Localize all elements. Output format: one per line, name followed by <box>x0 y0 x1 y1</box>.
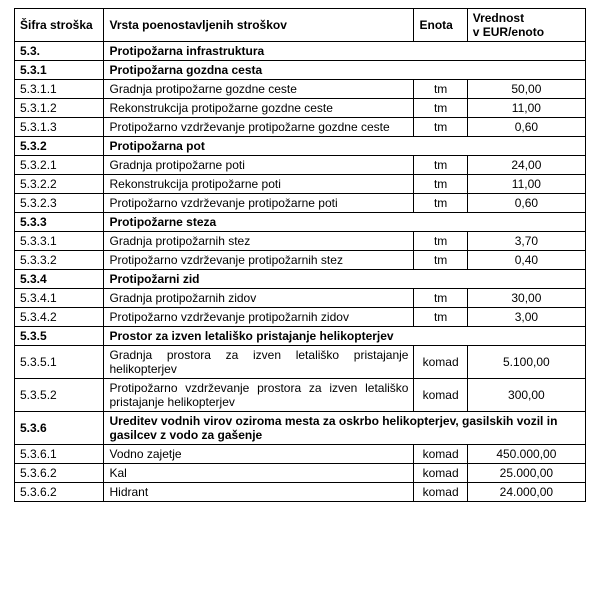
table-row <box>15 346 586 379</box>
table-row <box>15 445 586 464</box>
table-row <box>15 251 586 270</box>
table-row <box>15 232 586 251</box>
section-code: 5.3.5 <box>15 327 104 346</box>
row-value: 3,00 <box>467 308 585 327</box>
row-unit: komad <box>414 483 467 502</box>
row-description: Hidrant <box>104 483 414 502</box>
header-value <box>467 9 585 42</box>
section-row <box>15 270 586 289</box>
row-unit: komad <box>414 379 467 412</box>
row-value: 24.000,00 <box>467 483 585 502</box>
row-unit: komad <box>414 464 467 483</box>
row-value: 50,00 <box>467 80 585 99</box>
table-body <box>15 42 586 502</box>
row-value: 11,00 <box>467 99 585 118</box>
table-row <box>15 80 586 99</box>
row-description: Protipožarno vzdrževanje protipožarnih stez <box>104 251 414 270</box>
table-row <box>15 118 586 137</box>
row-value: 24,00 <box>467 156 585 175</box>
section-title: Prostor za izven letališko pristajanje helikopterjev <box>104 327 586 346</box>
table-header-row <box>15 9 586 42</box>
row-description: Protipožarno vzdrževanje protipožarnih zidov <box>104 308 414 327</box>
row-description: Gradnja protipožarne poti <box>104 156 414 175</box>
section-code: 5.3.3 <box>15 213 104 232</box>
header-description: Vrsta poenostavljenih stroškov <box>104 9 414 42</box>
row-value: 450.000,00 <box>467 445 585 464</box>
row-code: 5.3.2.3 <box>15 194 104 213</box>
row-description: Rekonstrukcija protipožarne poti <box>104 175 414 194</box>
section-title: Protipožarna infrastruktura <box>104 42 586 61</box>
row-description: Protipožarno vzdrževanje protipožarne gozdne ceste <box>104 118 414 137</box>
table-row <box>15 194 586 213</box>
header-value-line2: v EUR/enoto <box>472 25 545 39</box>
row-code: 5.3.6.2 <box>15 464 104 483</box>
section-code: 5.3.4 <box>15 270 104 289</box>
row-code: 5.3.2.1 <box>15 156 104 175</box>
row-code: 5.3.1.2 <box>15 99 104 118</box>
row-code: 5.3.5.2 <box>15 379 104 412</box>
section-row <box>15 412 586 445</box>
row-description: Vodno zajetje <box>104 445 414 464</box>
section-row <box>15 61 586 80</box>
row-code: 5.3.4.1 <box>15 289 104 308</box>
row-description: Protipožarno vzdrževanje protipožarne poti <box>104 194 414 213</box>
table-row <box>15 464 586 483</box>
row-code: 5.3.1.1 <box>15 80 104 99</box>
section-title: Protipožarni zid <box>104 270 586 289</box>
row-unit: komad <box>414 445 467 464</box>
row-unit: tm <box>414 251 467 270</box>
section-title: Protipožarna pot <box>104 137 586 156</box>
row-value: 5.100,00 <box>467 346 585 379</box>
row-description: Gradnja protipožarnih stez <box>104 232 414 251</box>
section-title: Protipožarne steza <box>104 213 586 232</box>
section-code: 5.3.6 <box>15 412 104 445</box>
header-value-line1: Vrednost <box>472 11 525 25</box>
row-description: Gradnja protipožarne gozdne ceste <box>104 80 414 99</box>
row-unit: tm <box>414 99 467 118</box>
row-code: 5.3.6.1 <box>15 445 104 464</box>
row-code: 5.3.3.1 <box>15 232 104 251</box>
row-description: Protipožarno vzdrževanje prostora za izven letališko pristajanje helikopterjev <box>104 379 414 412</box>
table-row <box>15 156 586 175</box>
table-row <box>15 99 586 118</box>
row-code: 5.3.2.2 <box>15 175 104 194</box>
row-value: 3,70 <box>467 232 585 251</box>
row-value: 25.000,00 <box>467 464 585 483</box>
row-value: 300,00 <box>467 379 585 412</box>
row-unit: tm <box>414 118 467 137</box>
section-code: 5.3. <box>15 42 104 61</box>
row-value: 0,60 <box>467 194 585 213</box>
table-row <box>15 175 586 194</box>
row-unit: tm <box>414 194 467 213</box>
row-description: Gradnja prostora za izven letališko pristajanje helikopterjev <box>104 346 414 379</box>
row-value: 0,40 <box>467 251 585 270</box>
header-unit: Enota <box>414 9 467 42</box>
row-code: 5.3.6.2 <box>15 483 104 502</box>
row-code: 5.3.1.3 <box>15 118 104 137</box>
row-unit: tm <box>414 308 467 327</box>
table-row <box>15 289 586 308</box>
row-code: 5.3.3.2 <box>15 251 104 270</box>
row-unit: tm <box>414 80 467 99</box>
row-unit: tm <box>414 156 467 175</box>
section-title: Ureditev vodnih virov oziroma mesta za oskrbo helikopterjev, gasilskih vozil in gasilcev z vodo za gašenje <box>104 412 586 445</box>
row-unit: komad <box>414 346 467 379</box>
section-title: Protipožarna gozdna cesta <box>104 61 586 80</box>
section-row <box>15 213 586 232</box>
cost-table <box>14 8 586 502</box>
section-row <box>15 137 586 156</box>
table-row <box>15 308 586 327</box>
row-value: 0,60 <box>467 118 585 137</box>
row-description: Gradnja protipožarnih zidov <box>104 289 414 308</box>
row-code: 5.3.5.1 <box>15 346 104 379</box>
header-code: Šifra stroška <box>15 9 104 42</box>
row-description: Rekonstrukcija protipožarne gozdne ceste <box>104 99 414 118</box>
section-row <box>15 42 586 61</box>
row-unit: tm <box>414 289 467 308</box>
section-code: 5.3.2 <box>15 137 104 156</box>
row-description: Kal <box>104 464 414 483</box>
row-unit: tm <box>414 175 467 194</box>
section-row <box>15 327 586 346</box>
row-unit: tm <box>414 232 467 251</box>
section-code: 5.3.1 <box>15 61 104 80</box>
row-value: 11,00 <box>467 175 585 194</box>
row-value: 30,00 <box>467 289 585 308</box>
table-row <box>15 483 586 502</box>
table-row <box>15 379 586 412</box>
row-code: 5.3.4.2 <box>15 308 104 327</box>
